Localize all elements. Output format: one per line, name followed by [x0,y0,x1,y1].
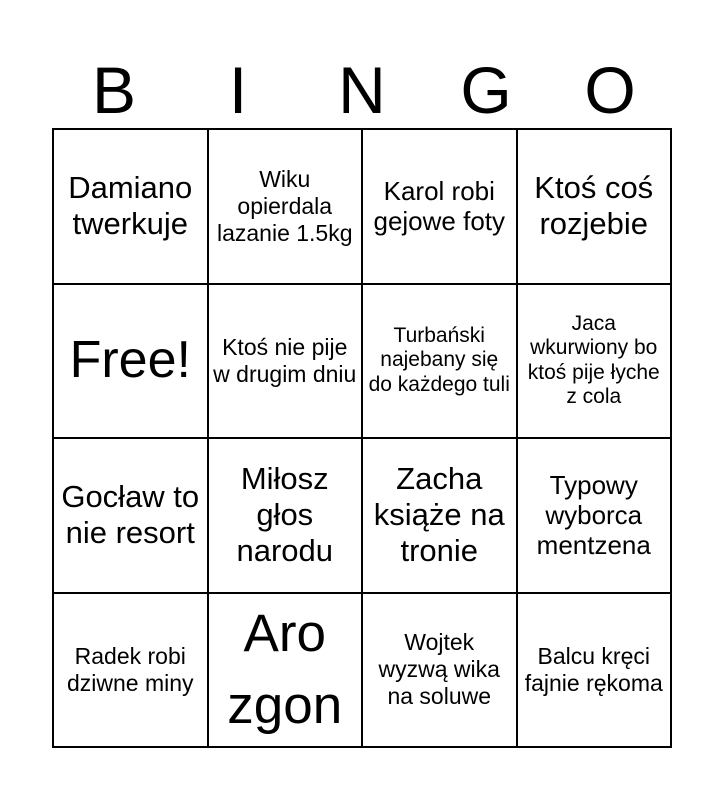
bingo-cell-r3c3[interactable] [363,439,518,594]
cell-text: Ktoś coś rozjebie [534,169,654,242]
header-letter-i: I [228,53,248,127]
bingo-cell-r1c3[interactable] [363,130,518,285]
bingo-cell-r2c4[interactable] [518,285,673,440]
bingo-cell-r4c3[interactable] [363,594,518,749]
bingo-cell-r4c4[interactable] [518,594,673,749]
bingo-cell-r4c1[interactable] [54,594,209,749]
header-letter-o: O [584,53,636,127]
cell-text: Damiano twerkuje [68,169,193,242]
cell-text: Ktoś nie pije w drugim dniu [213,333,357,387]
bingo-cell-r3c2[interactable] [209,439,364,594]
bingo-cell-r2c2[interactable] [209,285,364,440]
cell-text: Radek robi dziwne miny [66,642,194,696]
cell-text: Turbański najebany się do każdego tuli [368,323,510,397]
cell-text: Karol robi gejowe foty [373,175,506,237]
bingo-cell-r2c3[interactable] [363,285,518,440]
bingo-cell-free[interactable] [54,285,209,440]
bingo-cell-r4c2[interactable] [209,594,364,749]
bingo-cell-r1c4[interactable] [518,130,673,285]
bingo-board [52,128,672,748]
bingo-cell-r1c2[interactable] [209,130,364,285]
cell-text: Balcu kręci fajnie rękoma [524,642,663,696]
cell-text: Wiku opierdala lazanie 1.5kg [216,165,353,246]
bingo-cell-r3c1[interactable] [54,439,209,594]
cell-text: Jaca wkurwiony bo ktoś pije łyche z cola [527,311,660,409]
cell-text: Zacha książe na tronie [373,460,505,569]
cell-text: Aro zgon [227,604,343,735]
header-letter-g: G [460,53,512,127]
bingo-cell-r1c1[interactable] [54,130,209,285]
bingo-cell-r3c4[interactable] [518,439,673,594]
cell-text: Gocław to nie resort [61,478,200,551]
cell-text: Wojtek wyzwą wika na soluwe [378,629,500,710]
cell-text: Typowy wyborca mentzena [536,469,651,561]
header-letter-b: B [91,53,137,127]
header-letter-n: N [338,53,386,127]
cell-text: Free! [69,331,191,390]
bingo-header [52,52,672,128]
cell-text: Miłosz głos narodu [236,460,334,569]
